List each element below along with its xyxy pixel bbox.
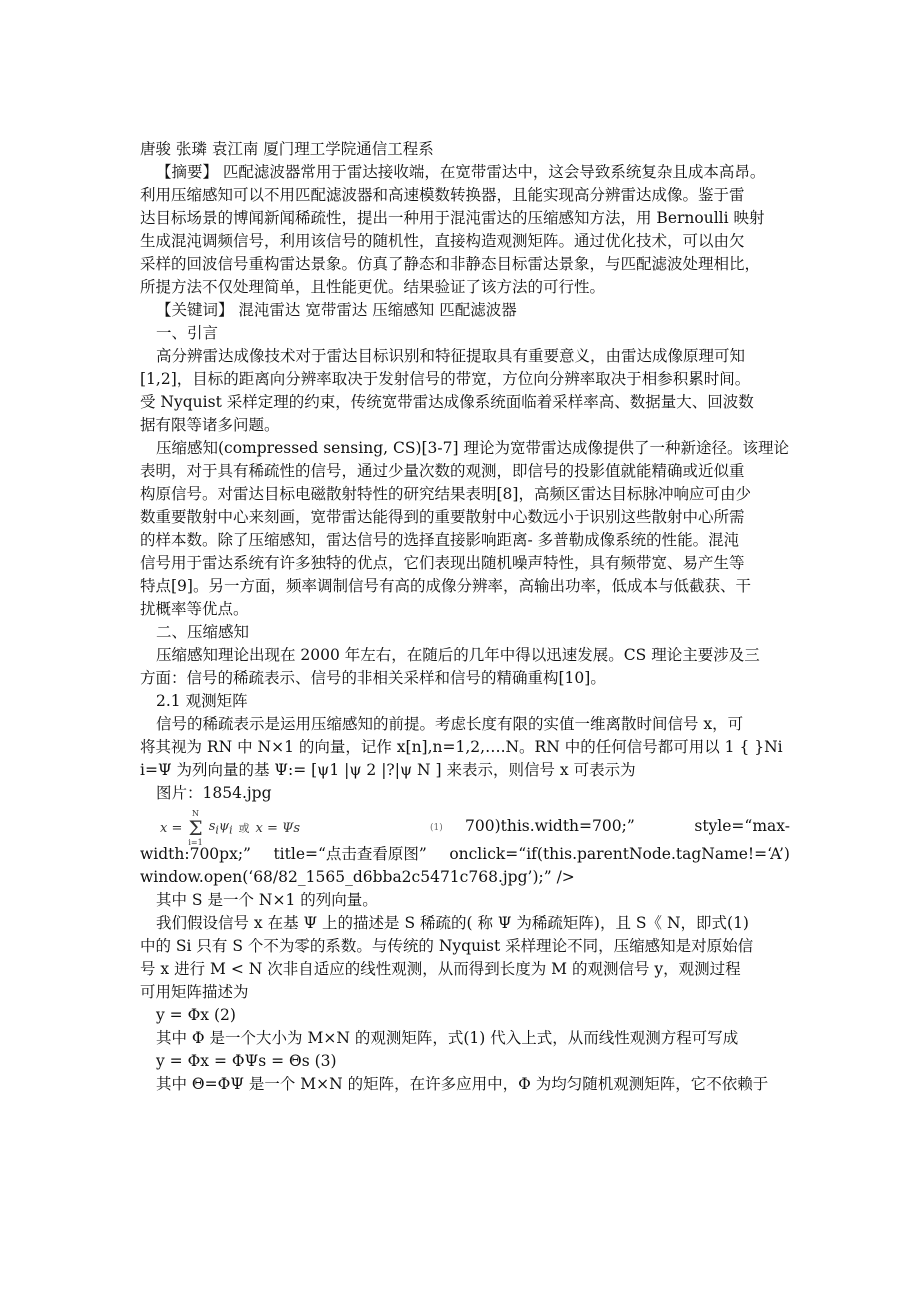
paragraph-line: 数重要散射中心来刻画，宽带雷达能得到的重要散射中心数远小于识别这些散射中心所需 (140, 508, 745, 526)
paragraph-line: 其中 S 是一个 N×1 的列向量。 (156, 891, 378, 909)
paragraph-line: 其中 Φ 是一个大小为 M×N 的观测矩阵，式(1) 代入上式，从而线性观测方程可写成 (156, 1029, 739, 1047)
paragraph-line: 将其视为 RN 中 N×1 的向量，记作 x[n],n=1,2,….N。RN 中的任何信号都可用以 1 { }Ni (140, 738, 783, 756)
formula-term (209, 815, 233, 842)
paragraph-line: [1,2]，目标的距离向分辨率取决于发射信号的带宽，方位向分辨率取决于相参积累时间。 (140, 370, 751, 388)
paragraph-line: 扰概率等优点。 (140, 600, 249, 618)
paragraph-line: 表明，对于具有稀疏性的信号，通过少量次数的观测，即信号的投影值就能精确或近似重 (140, 462, 745, 480)
abstract-line: 【摘要】 匹配滤波器常用于雷达接收端，在宽带雷达中，这会导致系统复杂且成本高昂。 (156, 163, 766, 181)
paragraph-line: 高分辨雷达成像技术对于雷达目标识别和特征提取具有重要意义，由雷达成像原理可知 (156, 347, 746, 365)
formula-code-tail (465, 815, 790, 838)
equation-line: y = Φx = ΦΨs = Θs (3) (156, 1052, 337, 1070)
formula-rhs: x = Ψs (255, 820, 301, 836)
formula-sub: i (215, 823, 219, 837)
paragraph-line: 压缩感知理论出现在 2000 年左右，在随后的几年中得以迅速发展。CS 理论主要涉及三 (156, 646, 760, 664)
formula-psi: ψ (218, 818, 230, 834)
abstract-line: 采样的回波信号重构雷达景象。仿真了静态和非静态目标雷达景象，与匹配滤波处理相比， (140, 255, 761, 273)
code-fragment: 700)this.width=700;” (465, 817, 635, 835)
formula-image[interactable] (160, 809, 300, 847)
formula-row (140, 809, 790, 847)
formula-sum-top: N (192, 809, 200, 818)
paragraph-line: 受 Nyquist 采样定理的约束，传统宽带雷达成像系统面临着采样率高、数据量大、回波数 (140, 393, 754, 411)
abstract-line: 生成混沌调频信号，利用该信号的随机性，直接构造观测矩阵。通过优化技术，可以由欠 (140, 232, 745, 250)
code-fragment: title=“点击查看原图” (273, 845, 427, 863)
paragraph-line: 压缩感知(compressed sensing, CS)[3-7] 理论为宽带雷达成像提供了一种新途径。该理论 (156, 439, 789, 457)
paragraph-line: 信号的稀疏表示是运用压缩感知的前提。考虑长度有限的实值一维离散时间信号 x，可 (156, 715, 744, 733)
code-fragment: style=“max- (694, 817, 790, 835)
formula-s: s (208, 818, 216, 834)
code-line: window.open(‘68/82_1565_d6bba2c5471c768.jpg’);” /> (140, 868, 575, 886)
formula-sub: i (229, 823, 233, 837)
author-line: 唐骏 张璘 袁江南 厦门理工学院通信工程系 (140, 140, 434, 158)
paragraph-line: 据有限等诸多问题。 (140, 416, 280, 434)
paragraph-line: 我们假设信号 x 在基 Ψ 上的描述是 S 稀疏的( 称 Ψ 为稀疏矩阵)，且 S《 N，即式(1) (156, 914, 749, 932)
formula-sum-limits (188, 809, 202, 847)
paragraph-line: 号 x 进行 M < N 次非自适应的线性观测，从而得到长度为 M 的观测信号 y，观测过程 (140, 960, 741, 978)
section-heading: 二、压缩感知 (156, 623, 250, 641)
section-heading: 一、引言 (156, 324, 219, 342)
subsection-heading: 2.1 观测矩阵 (156, 692, 248, 710)
paragraph-line: 特点[9]。另一方面，频率调制信号有高的成像分辨率，高输出功率，低成本与低截获、干 (140, 577, 751, 595)
formula-or: 或 (238, 821, 250, 835)
formula-lhs: x = (160, 820, 183, 836)
paragraph-line: 中的 Si 只有 S 个不为零的系数。与传统的 Nyquist 采样理论不同，压缩感知是对原始信 (140, 937, 754, 955)
abstract-line: 利用压缩感知可以不用匹配滤波器和高速模数转换器，且能实现高分辨雷达成像。鉴于雷 (140, 186, 745, 204)
abstract-line: 达目标场景的博闻新闻稀疏性，提出一种用于混沌雷达的压缩感知方法，用 Bernoulli 映射 (140, 209, 765, 227)
keywords-line: 【关键词】 混沌雷达 宽带雷达 压缩感知 匹配滤波器 (156, 301, 517, 319)
abstract-line: 所提方法不仅处理简单，且性能更优。结果验证了该方法的可行性。 (140, 278, 606, 296)
formula-sum-bottom: i=1 (188, 838, 203, 847)
equation-line: y = Φx (2) (156, 1006, 236, 1024)
image-caption: 图片：1854.jpg (156, 784, 272, 802)
code-fragment: width:700px;” (140, 845, 251, 863)
paragraph-line: i=Ψ 为列向量的基 Ψ:= [ψ1 |ψ 2 |?|ψ N ] 来表示，则信号 x 可表示为 (140, 761, 636, 779)
paragraph-line: 信号用于雷达系统有许多独特的优点，它们表现出随机噪声特性，具有频带宽、易产生等 (140, 554, 745, 572)
formula-number: (1) (430, 823, 443, 833)
paragraph-line: 构原信号。对雷达目标电磁散射特性的研究结果表明[8]，高频区雷达目标脉冲响应可由少 (140, 485, 751, 503)
paragraph-line: 其中 Θ=ΦΨ 是一个 M×N 的矩阵，在许多应用中，Φ 为均匀随机观测矩阵，它不依赖于 (156, 1075, 769, 1093)
paragraph-line: 的样本数。除了压缩感知，雷达信号的选择直接影响距离- 多普勒成像系统的性能。混沌 (140, 531, 740, 549)
paragraph-line: 可用矩阵描述为 (140, 983, 249, 1001)
sigma-icon: Σ (188, 816, 203, 840)
paragraph-line: 方面：信号的稀疏表示、信号的非相关采样和信号的精确重构[10]。 (140, 669, 606, 687)
code-fragment: onclick=“if(this.parentNode.tagName!=‘A’) (449, 845, 790, 863)
